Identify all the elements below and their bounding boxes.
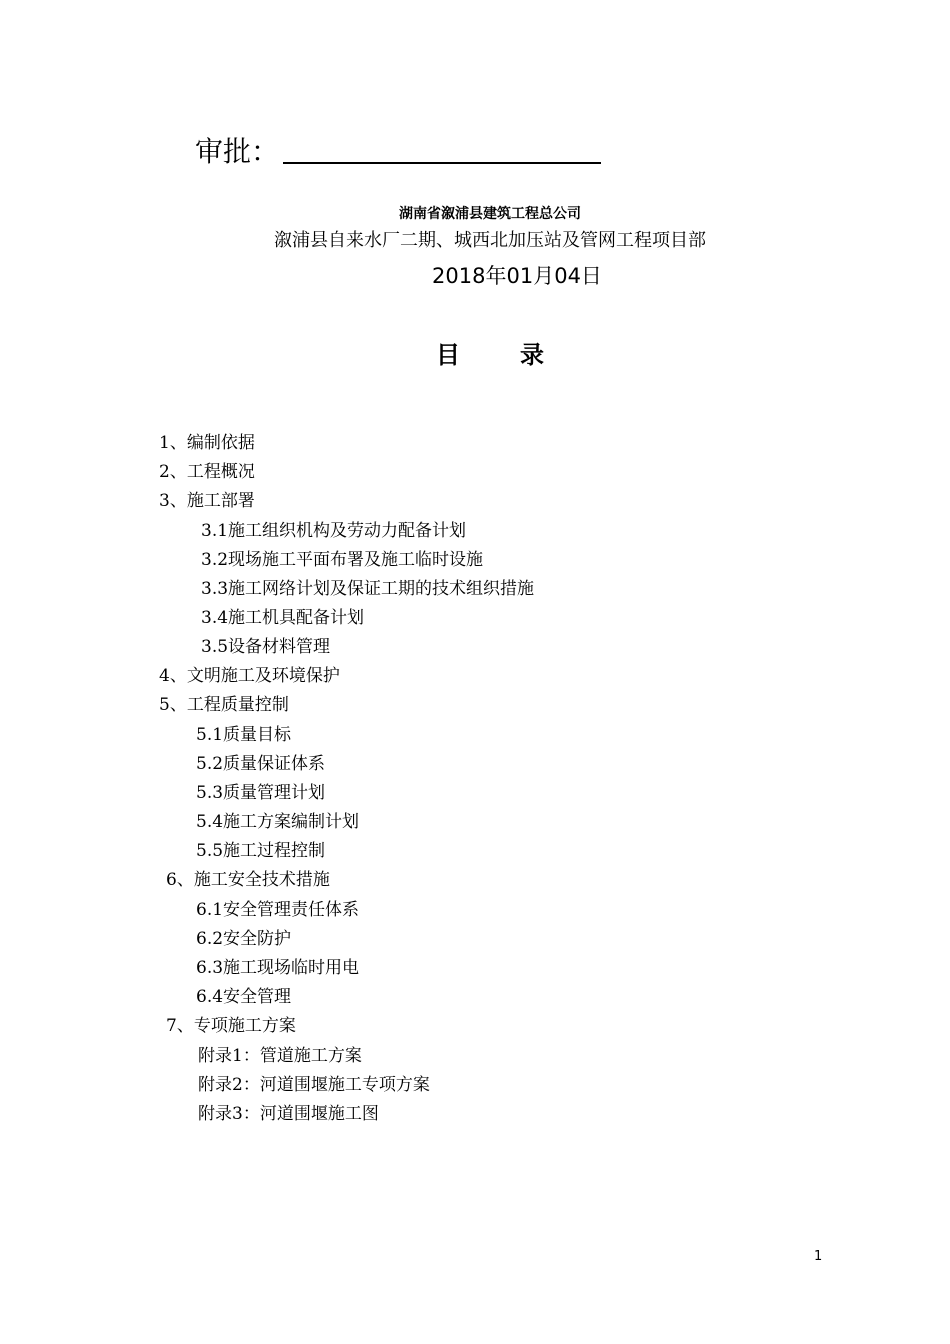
toc-item: 附录1：管道施工方案 [198,1046,362,1066]
toc-item: 1、编制依据 [159,433,255,453]
toc-item: 2、工程概况 [159,462,255,482]
approval-signature-line [283,162,601,164]
toc-item: 6.4安全管理 [196,987,292,1007]
toc-item: 6.1安全管理责任体系 [196,900,360,920]
toc-item: 3.4施工机具配备计划 [201,608,365,628]
toc-item: 3.5设备材料管理 [201,637,331,657]
company-name: 湖南省溆浦县建筑工程总公司 [399,206,581,222]
toc-item: 3.2现场施工平面布署及施工临时设施 [201,550,484,570]
toc-item: 5.5施工过程控制 [196,841,326,861]
toc-item: 3.1施工组织机构及劳动力配备计划 [201,521,467,541]
toc-item: 5、工程质量控制 [159,695,289,715]
toc-item: 5.1质量目标 [196,725,292,745]
toc-title: 目录 [436,340,604,369]
toc-item: 附录3：河道围堰施工图 [198,1104,379,1124]
toc-item: 4、文明施工及环境保护 [159,666,340,686]
toc-item: 6.3施工现场临时用电 [196,958,360,978]
page-number: 1 [814,1249,823,1264]
toc-item: 6、施工安全技术措施 [166,870,330,890]
toc-item: 5.2质量保证体系 [196,754,326,774]
approval-label: 审批： [195,135,280,168]
toc-item: 6.2安全防护 [196,929,292,949]
project-department: 溆浦县自来水厂二期、城西北加压站及管网工程项目部 [274,230,706,251]
toc-item: 5.3质量管理计划 [196,783,326,803]
document-date: 2018年01月04日 [432,264,602,288]
toc-item: 7、专项施工方案 [166,1016,296,1036]
toc-item: 3、施工部署 [159,491,255,511]
toc-item: 附录2：河道围堰施工专项方案 [198,1075,430,1095]
toc-item: 3.3施工网络计划及保证工期的技术组织措施 [201,579,535,599]
toc-item: 5.4施工方案编制计划 [196,812,360,832]
